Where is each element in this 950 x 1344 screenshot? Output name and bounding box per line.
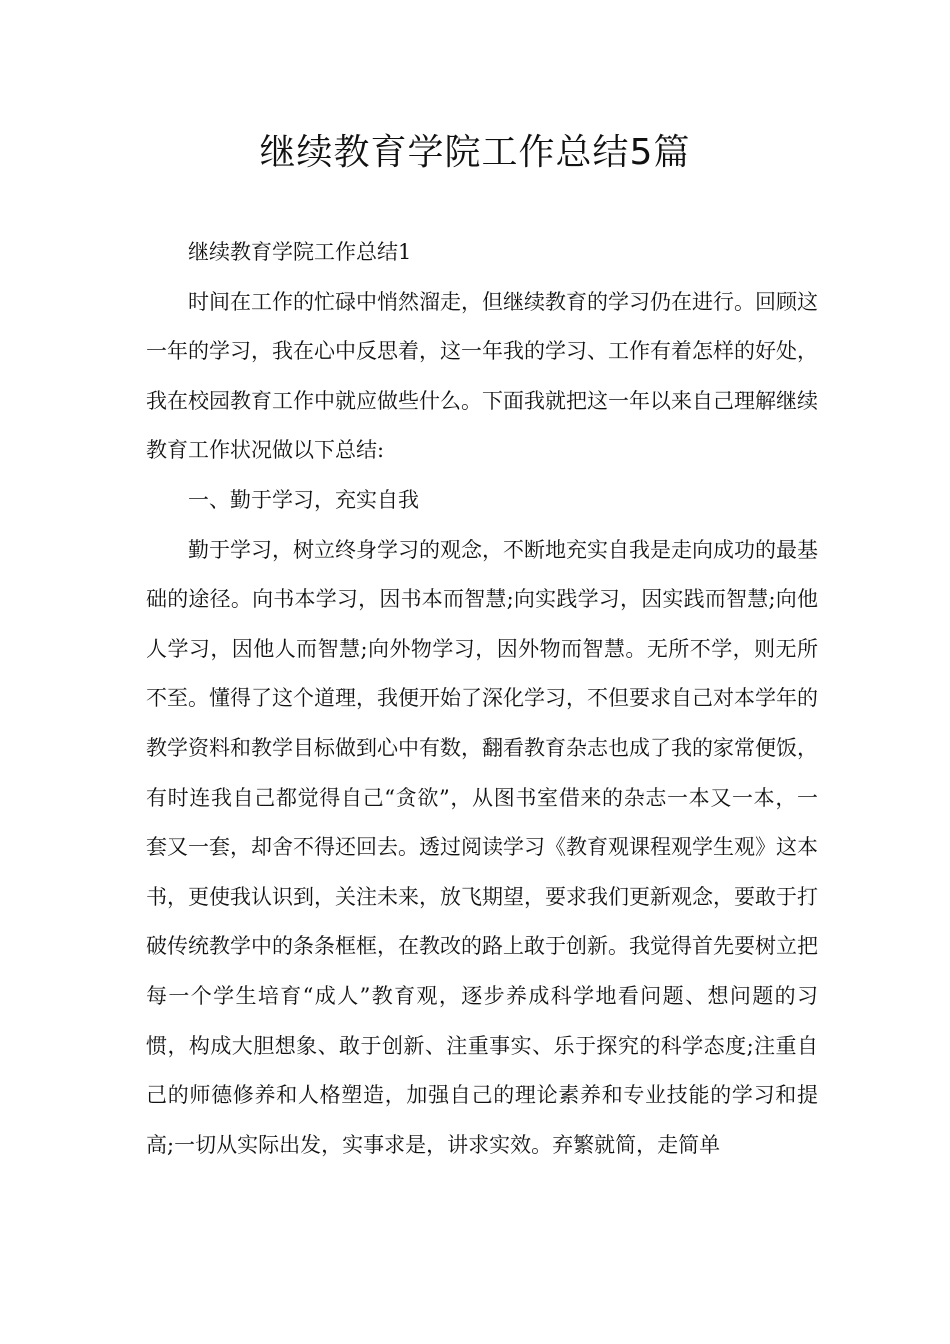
document-body — [146, 228, 818, 1170]
document-title: 继续教育学院工作总结5篇 — [259, 132, 691, 173]
subsection-heading: 一、勤于学习，充实自我 — [188, 487, 419, 512]
paragraph: 时间在工作的忙碌中悄然溜走，但继续教育的学习仍在进行。回顾这一年的学习，我在心中反思着，这一年我的学习、工作有着怎样的好处，我在校园教育工作中就应做些什么。下面我就把这一年以来自己理解继续教育工作状况做以下总结: — [146, 289, 818, 463]
section-heading: 继续教育学院工作总结1 — [188, 240, 412, 264]
paragraph: 勤于学习，树立终身学习的观念，不断地充实自我是走向成功的最基础的途径。向书本学习，因书本而智慧;向实践学习，因实践而智慧;向他人学习，因他人而智慧;向外物学习，因外物而智慧。无所不学，则无所不至。懂得了这个道理，我便开始了深化学习，不但要求自己对本学年的教学资料和教学目标做到心中有数，翻看教育杂志也成了我的家常便饭，有时连我自己都觉得自己“贪欲”，从图书室借来的杂志一本又一本，一套又一套，却舍不得还回去。透过阅读学习《教育观课程观学生观》这本书，更使我认识到，关注未来，放飞期望，要求我们更新观念，要敢于打破传统教学中的条条框框，在教改的路上敢于创新。我觉得首先要树立把每一个学生培育“成人”教育观，逐步养成科学地看问题、想问题的习惯，构成大胆想象、敢于创新、注重事实、乐于探究的科学态度;注重自己的师德修养和人格塑造，加强自己的理论素养和专业技能的学习和提高;一切从实际出发，实事求是，讲求实效。弃繁就简，走简单 — [146, 537, 818, 1157]
